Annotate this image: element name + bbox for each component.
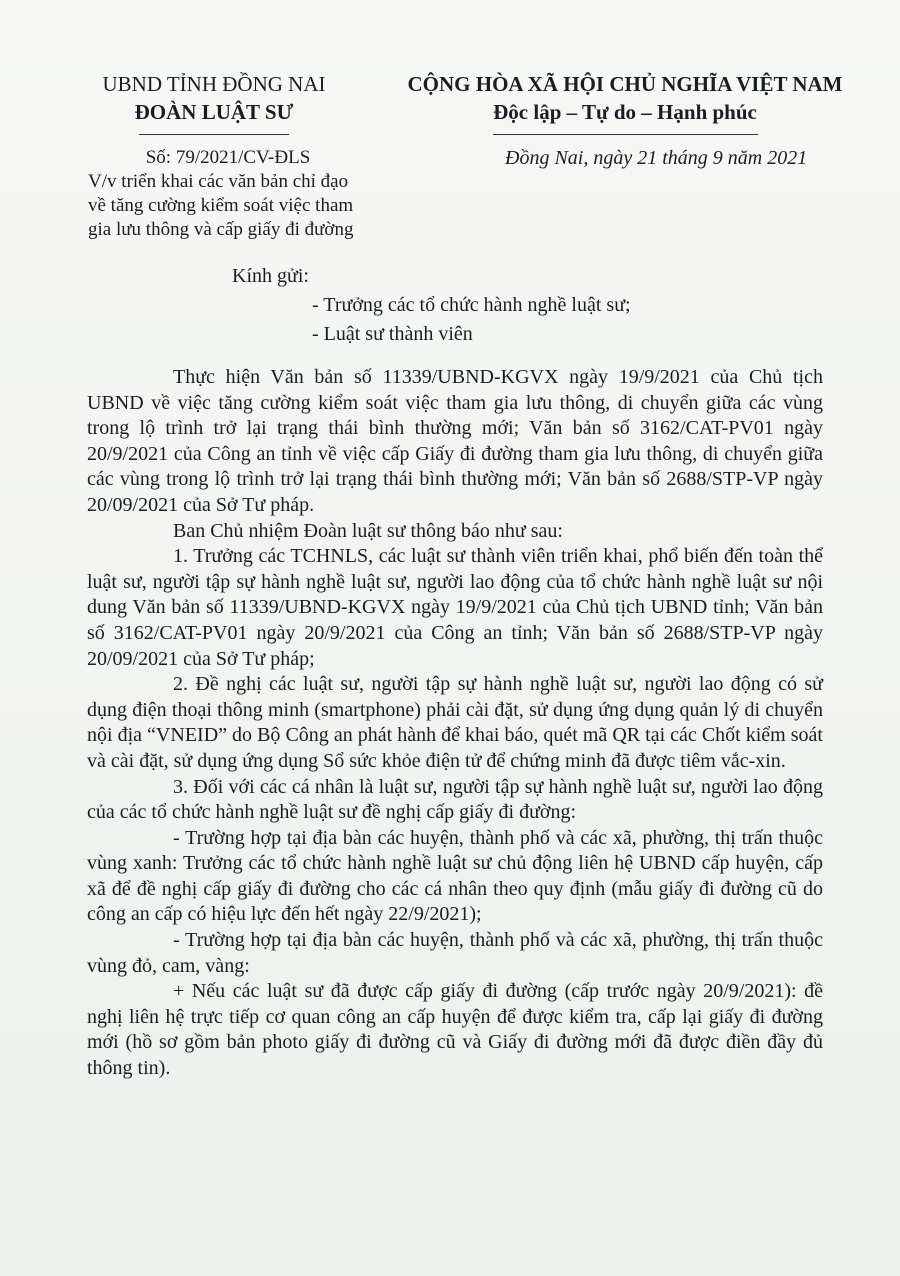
body-paragraph: - Trường hợp tại địa bàn các huyện, thành phố và các xã, phường, thị trấn thuộc vùng xanh: Trưởng các tổ chức hành nghề luật sư chủ động liên hệ UBND cấp huyện, cấp xã để đề nghị cấp giấy đi đường cho các cá nhân theo quy định (mẫu giấy đi đường cũ do công an cấp có hiệu lực đến hết ngày 22/9/2021); [87, 826, 823, 926]
agency-underline [139, 134, 289, 135]
body-paragraph: Ban Chủ nhiệm Đoàn luật sư thông báo như sau: [173, 519, 563, 542]
body-paragraph: + Nếu các luật sư đã được cấp giấy đi đường (cấp trước ngày 20/9/2021): đề nghị liên hệ trực tiếp cơ quan công an cấp huyện để được kiểm tra, cấp lại giấy đi đường mới (hồ sơ gồm bản photo giấy đi đường cũ và Giấy đi đường mới đã được điền đầy đủ thông tin). [87, 980, 823, 1080]
body-paragraph: - Trường hợp tại địa bàn các huyện, thành phố và các xã, phường, thị trấn thuộc vùng đỏ, cam, vàng: [87, 929, 823, 977]
agency-line-1: UBND TỈNH ĐỒNG NAI [102, 72, 326, 96]
document-subject-line: gia lưu thông và cấp giấy đi đường [88, 219, 354, 240]
body-paragraph: Thực hiện Văn bản số 11339/UBND-KGVX ngày 19/9/2021 của Chủ tịch UBND về việc tăng cường kiểm soát việc tham gia lưu thông, di chuyển giữa các vùng trong lộ trình trở lại trạng thái bình thường mới; Văn bản số 3162/CAT-PV01 ngày 20/9/2021 của Công an tỉnh về việc cấp Giấy đi đường tham gia lưu thông, di chuyển giữa các vùng trong lộ trình trở lại trạng thái bình thường mới; Văn bản số 2688/STP-VP ngày 20/09/2021 của Sở Tư pháp. [87, 366, 823, 516]
motto-underline [493, 134, 758, 135]
document-number: Số: 79/2021/CV-ĐLS [145, 147, 311, 168]
nation-line-2: Độc lập – Tự do – Hạnh phúc [493, 100, 757, 124]
agency-line-2: ĐOÀN LUẬT SƯ [134, 100, 294, 124]
document-subject-line: về tăng cường kiểm soát việc tham [88, 195, 354, 216]
body-paragraph: 1. Trưởng các TCHNLS, các luật sư thành viên triển khai, phổ biến đến toàn thể luật sư, người tập sự hành nghề luật sư, người lao động của tổ chức hành nghề luật sư nội dung Văn bản số 11339/UBND-KGVX ngày 19/9/2021 của Chủ tịch UBND tỉnh; Văn bản số 3162/CAT-PV01 ngày 20/9/2021 của Công an tỉnh; Văn bản số 2688/STP-VP ngày 20/09/2021 của Sở Tư pháp; [87, 545, 823, 670]
body-paragraph: 2. Đề nghị các luật sư, người tập sự hành nghề luật sư, người lao động có sử dụng điện thoại thông minh (smartphone) phải cài đặt, sử dụng ứng dụng quản lý di chuyển nội địa “VNEID” do Bộ Công an phát hành để khai báo, quét mã QR tại các Chốt kiểm soát và cài đặt, sử dụng ứng dụng Sổ sức khỏe điện tử để chứng minh đã được tiêm vắc-xin. [87, 673, 823, 772]
recipient-item: - Luật sư thành viên [312, 323, 473, 345]
body-paragraph: 3. Đối với các cá nhân là luật sư, người tập sự hành nghề luật sư, người lao động của các tổ chức hành nghề luật sư đề nghị cấp giấy đi đường: [87, 775, 823, 824]
issuing-agency-block [78, 70, 350, 135]
recipient-item: - Trưởng các tổ chức hành nghề luật sư; [312, 294, 631, 316]
national-motto-block [368, 70, 882, 135]
document-subject-line: V/v triển khai các văn bản chỉ đạo [88, 171, 349, 192]
place-date-line: Đồng Nai, ngày 21 tháng 9 năm 2021 [505, 147, 808, 169]
recipients-block [232, 262, 631, 349]
document-body [87, 365, 823, 1082]
document-reference [78, 146, 378, 242]
nation-line-1: CỘNG HÒA XÃ HỘI CHỦ NGHĨA VIỆT NAM [407, 72, 843, 96]
recipients-greeting: Kính gửi: [232, 265, 309, 287]
